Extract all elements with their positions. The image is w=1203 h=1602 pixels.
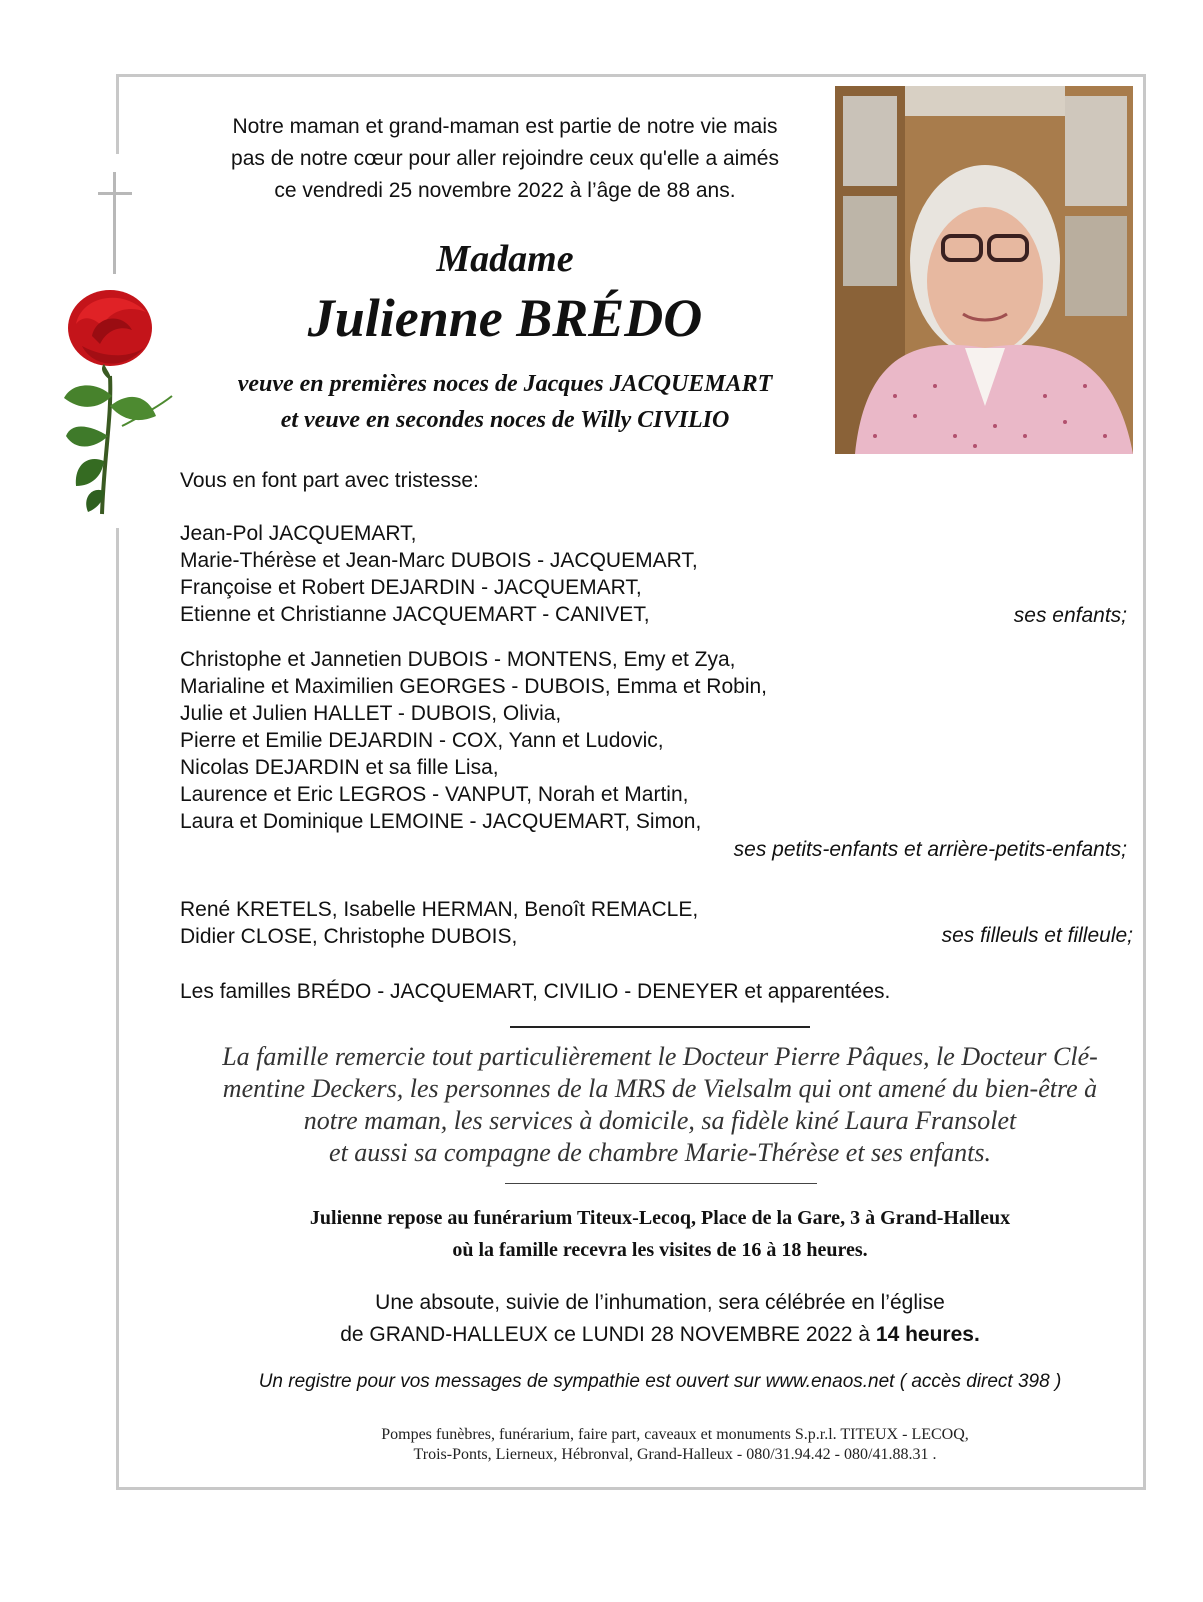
list-item: Marie-Thérèse et Jean-Marc DUBOIS - JACQUEMART, xyxy=(180,549,698,572)
godchildren-label: ses filleuls et filleule; xyxy=(941,924,1133,947)
visitation-line: où la famille recevra les visites de 16 à 18 heures. xyxy=(452,1239,868,1261)
ceremony-text xyxy=(230,1287,1090,1351)
list-item: Pierre et Emilie DEJARDIN - COX, Yann et Ludovic, xyxy=(180,729,664,752)
ceremony-line: Une absoute, suivie de l’inhumation, sera célébrée en l’église xyxy=(375,1291,945,1314)
footer-line: Pompes funèbres, funérarium, faire part, caveaux et monuments S.p.r.l. TITEUX - LECOQ, xyxy=(381,1426,969,1443)
list-item: Françoise et Robert DEJARDIN - JACQUEMART, xyxy=(180,576,642,599)
intro-line: Notre maman et grand-maman est partie de notre vie mais xyxy=(232,115,778,138)
intro-text xyxy=(200,111,810,207)
frame-border-left-lower xyxy=(116,528,119,1490)
thanks-text xyxy=(180,1041,1140,1169)
list-item: Marialine et Maximilien GEORGES - DUBOIS, Emma et Robin, xyxy=(180,675,767,698)
frame-border-left-upper xyxy=(116,74,119,154)
divider-rule xyxy=(510,1026,810,1028)
list-item: Christophe et Jannetien DUBOIS - MONTENS, Emy et Zya, xyxy=(180,648,736,671)
deceased-name: Julienne BRÉDO xyxy=(307,288,703,348)
registry-text: Un registre pour vos messages de sympathie est ouvert sur www.enaos.net ( accès direct 398 ) xyxy=(258,1371,1062,1392)
portrait-photo xyxy=(835,86,1133,454)
rose-icon xyxy=(52,286,182,518)
visitation-text xyxy=(210,1202,1110,1266)
divider-rule xyxy=(505,1183,817,1184)
ceremony-time: 14 heures. xyxy=(875,1323,980,1346)
grandchildren-list xyxy=(180,646,767,835)
thanks-line: La famille remercie tout particulièrement le Docteur Pierre Pâques, le Docteur Clé- xyxy=(222,1042,1098,1071)
list-item: Nicolas DEJARDIN et sa fille Lisa, xyxy=(180,756,499,779)
list-item: Laura et Dominique LEMOINE - JACQUEMART, Simon, xyxy=(180,810,702,833)
children-list xyxy=(180,520,698,628)
frame-border-right xyxy=(1143,74,1146,1490)
honorific-title: Madame xyxy=(436,238,574,280)
families-text: Les familles BRÉDO - JACQUEMART, CIVILIO - DENEYER et apparentées. xyxy=(180,980,891,1003)
frame-border-top xyxy=(118,74,1146,77)
widow-line: et veuve en secondes noces de Willy CIVILIO xyxy=(280,407,730,433)
list-item: Didier CLOSE, Christophe DUBOIS, xyxy=(180,925,518,948)
list-item: Etienne et Christianne JACQUEMART - CANIVET, xyxy=(180,603,650,626)
ceremony-date: de GRAND-HALLEUX ce LUNDI 28 NOVEMBRE 2022 à xyxy=(340,1323,876,1346)
grandchildren-label: ses petits-enfants et arrière-petits-enfants; xyxy=(733,838,1127,861)
announce-text: Vous en font part avec tristesse: xyxy=(180,469,479,492)
footer-line: Trois-Ponts, Lierneux, Hébronval, Grand-Halleux - 080/31.94.42 - 080/41.88.31 . xyxy=(413,1446,937,1463)
visitation-line: Julienne repose au funérarium Titeux-Lecoq, Place de la Gare, 3 à Grand-Halleux xyxy=(309,1207,1011,1229)
thanks-line: et aussi sa compagne de chambre Marie-Thérèse et ses enfants. xyxy=(329,1138,991,1167)
list-item: Jean-Pol JACQUEMART, xyxy=(180,522,417,545)
list-item: Laurence et Eric LEGROS - VANPUT, Norah et Martin, xyxy=(180,783,689,806)
children-label: ses enfants; xyxy=(1013,604,1127,627)
frame-border-bottom xyxy=(118,1487,1146,1490)
widow-text xyxy=(180,366,830,438)
list-item: René KRETELS, Isabelle HERMAN, Benoît REMACLE, xyxy=(180,898,699,921)
funeral-home-footer xyxy=(250,1425,1100,1465)
list-item: Julie et Julien HALLET - DUBOIS, Olivia, xyxy=(180,702,562,725)
intro-line: pas de notre cœur pour aller rejoindre ceux qu'elle a aimés xyxy=(231,147,779,170)
ceremony-line xyxy=(230,1319,1090,1351)
thanks-line: notre maman, les services à domicile, sa fidèle kiné Laura Fransolet xyxy=(303,1106,1017,1135)
thanks-line: mentine Deckers, les personnes de la MRS de Vielsalm qui ont amené du bien-être à xyxy=(222,1074,1098,1103)
godchildren-list xyxy=(180,896,698,950)
widow-line: veuve en premières noces de Jacques JACQUEMART xyxy=(237,371,773,397)
intro-line: ce vendredi 25 novembre 2022 à l’âge de 88 ans. xyxy=(274,179,736,202)
